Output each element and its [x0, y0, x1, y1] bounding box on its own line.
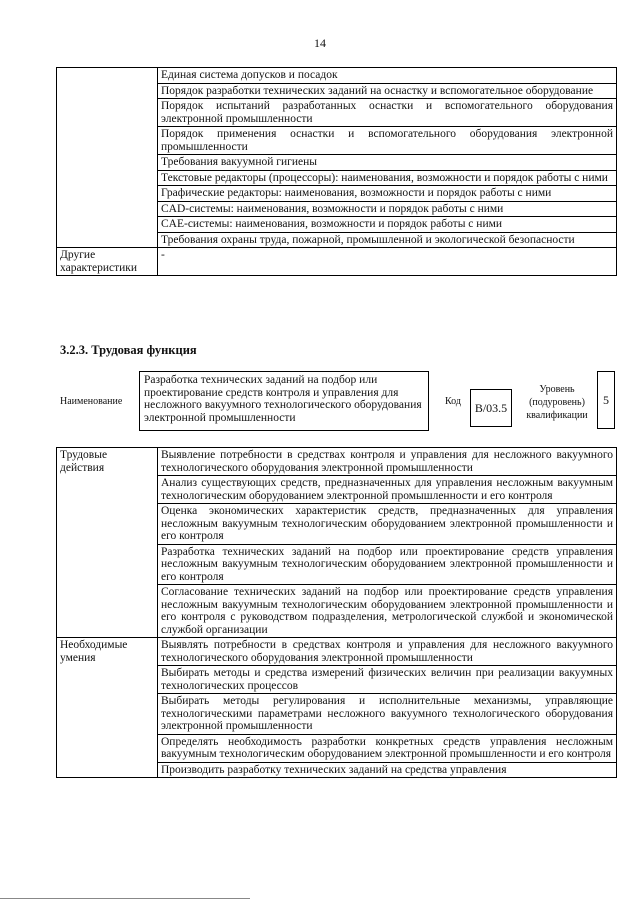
function-table: [56, 447, 617, 778]
required-skills-label: Необходимые умения: [57, 638, 158, 778]
empty-label-cell: [57, 68, 158, 248]
knowledge-item: Графические редакторы: наименования, возможности и порядок работы с ними: [158, 186, 617, 202]
labor-action: Выявление потребности в средствах контроля и управления для несложного вакуумного технологического оборудования электронной промышленности: [158, 448, 617, 476]
required-skill: Выбирать методы регулирования и исполнительные механизмы, управляющие технологическими параметрами несложного вакуумного технологического оборудования электронной промышленности: [158, 694, 617, 735]
knowledge-table: [56, 67, 617, 276]
required-skill: Определять необходимость разработки конкретных средств управления несложным вакуумным технологическим оборудованием электронной промышленности и его контроля: [158, 734, 617, 762]
qualification-level: 5: [597, 371, 615, 429]
function-name: Разработка технических заданий на подбор или проектирование средств контроля и управления для несложного вакуумного технологического оборудования электронной промышленности: [139, 371, 429, 431]
function-header: [60, 369, 615, 435]
knowledge-item: CAE-системы: наименования, возможности и порядок работы с ними: [158, 217, 617, 233]
labor-action: Анализ существующих средств, предназначенных для управления несложным вакуумным технологическим оборудованием электронной промышленности и его контроля: [158, 476, 617, 504]
footnote-divider: [0, 898, 250, 899]
knowledge-item: Текстовые редакторы (процессоры): наименования, возможности и порядок работы с ними: [158, 170, 617, 186]
knowledge-item: Порядок испытаний разработанных оснастки и вспомогательного оборудования электронной промышленности: [158, 99, 617, 127]
labor-action: Разработка технических заданий на подбор или проектирование средств управления несложным вакуумным технологическим оборудованием электронной промышленности и его контроля: [158, 544, 617, 585]
required-skill: Выявлять потребности в средствах контроля и управления для несложного вакуумного технологического оборудования электронной промышленности: [158, 638, 617, 666]
knowledge-item: CAD-системы: наименования, возможности и порядок работы с ними: [158, 201, 617, 217]
function-code: В/03.5: [470, 389, 512, 427]
section-title: 3.2.3. Трудовая функция: [60, 343, 197, 357]
labor-action: Согласование технических заданий на подбор или проектирование средств управления несложным вакуумным технологическим оборудованием электронной промышленности и его контроля с руководством подразделения, метрологической службой и экономической службой организации: [158, 585, 617, 638]
required-skill: Выбирать методы и средства измерений физических величин при реализации вакуумных технологических процессов: [158, 666, 617, 694]
labor-actions-label: Трудовые действия: [57, 448, 158, 638]
code-label: Код: [445, 396, 461, 407]
knowledge-item: Единая система допусков и посадок: [158, 68, 617, 84]
knowledge-item: Порядок применения оснастки и вспомогательного оборудования электронной промышленности: [158, 127, 617, 155]
knowledge-item: Порядок разработки технических заданий на оснастку и вспомогательное оборудование: [158, 83, 617, 99]
labor-action: Оценка экономических характеристик средств, предназначенных для управления несложным вакуумным технологическим оборудованием электронной промышленности и его контроля: [158, 504, 617, 545]
page-number: 14: [314, 36, 326, 50]
required-skill: Производить разработку технических заданий на средства управления: [158, 762, 617, 778]
other-characteristics-label: Другие характеристики: [57, 248, 158, 276]
name-label: Наименование: [60, 396, 123, 407]
level-label: Уровень (подуровень) квалификации: [526, 384, 588, 421]
other-characteristics-value: -: [158, 248, 617, 276]
knowledge-item: Требования вакуумной гигиены: [158, 155, 617, 171]
knowledge-item: Требования охраны труда, пожарной, промышленной и экологической безопасности: [158, 232, 617, 248]
